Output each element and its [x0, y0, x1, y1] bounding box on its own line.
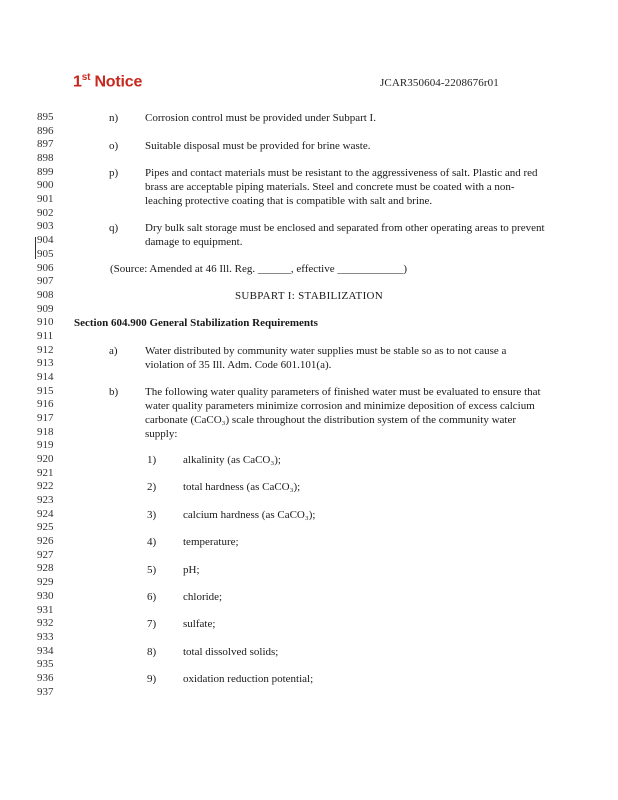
line-number: 936: [37, 671, 54, 684]
line-number: 906: [37, 261, 54, 274]
line-number: 930: [37, 589, 54, 602]
line-number: 937: [37, 685, 54, 698]
parameter-text: calcium hardness (as CaCO₃);: [183, 508, 316, 521]
line-number: 925: [37, 521, 54, 534]
parameter-number: 8): [147, 645, 157, 658]
line-number: 916: [37, 398, 54, 411]
line-number: 898: [37, 152, 54, 164]
line-number: 904: [37, 234, 54, 247]
item-text: Corrosion control must be provided under Subpart I.: [145, 112, 376, 124]
item-label: q): [109, 222, 119, 234]
line-number: 921: [37, 466, 54, 479]
line-number: 897: [37, 138, 54, 151]
parameter-number: 1): [147, 454, 157, 466]
line-number: 922: [37, 480, 54, 493]
line-number: 914: [37, 370, 54, 383]
line-number: 935: [37, 658, 54, 671]
parameter-text: alkalinity (as CaCO₃);: [183, 454, 281, 466]
line-number: 905: [37, 247, 54, 260]
item-label: p): [109, 167, 119, 179]
parameter-text: total dissolved solids;: [183, 645, 279, 658]
line-number: 913: [37, 357, 54, 370]
item-label: o): [109, 140, 119, 152]
line-number: 902: [37, 206, 54, 219]
line-number: 903: [37, 220, 54, 233]
line-number: 909: [37, 302, 54, 315]
parameter-number: 5): [147, 563, 157, 576]
item-text: Water distributed by community water supplies must be stable so as to not cause a violation of 35 Ill. Adm. Code 601.101(a).: [145, 345, 507, 371]
parameter-number: 3): [147, 508, 157, 521]
parameter-text: sulfate;: [183, 618, 216, 631]
parameter-text: total hardness (as CaCO₃);: [183, 481, 301, 494]
parameter-number: 4): [147, 536, 157, 549]
line-number: 912: [37, 343, 54, 356]
item-text: Suitable disposal must be provided for brine waste.: [145, 140, 371, 152]
section-heading: Section 604.900 General Stabilization Requirements: [74, 317, 318, 329]
line-number: 901: [37, 193, 54, 206]
notice-header: [73, 72, 142, 91]
line-number: 929: [37, 576, 54, 589]
line-number: 920: [37, 453, 54, 465]
item-label: b): [109, 386, 119, 398]
parameter-text: oxidation reduction potential;: [183, 673, 314, 686]
line-number: 911: [37, 329, 54, 342]
revision-bar: [35, 237, 36, 259]
parameter-number: 9): [147, 673, 157, 686]
line-number: 932: [37, 617, 54, 630]
line-number: 933: [37, 630, 54, 643]
notice-number: 1: [73, 73, 82, 91]
line-number: 895: [37, 111, 54, 123]
parameter-number: 2): [147, 481, 157, 494]
line-number: 919: [37, 439, 54, 452]
line-number: 934: [37, 644, 54, 657]
parameter-number: 6): [147, 591, 157, 603]
line-number: 926: [37, 535, 54, 548]
source-note: (Source: Amended at 46 Ill. Reg. ______, effective ____________): [110, 263, 408, 275]
parameter-number: 7): [147, 618, 157, 631]
line-number: 931: [37, 603, 54, 616]
notice-word: Notice: [94, 73, 143, 91]
parameter-text: temperature;: [183, 536, 239, 549]
parameter-text: pH;: [183, 563, 200, 576]
parameter-text: chloride;: [183, 591, 223, 603]
notice-suffix: st: [81, 72, 91, 83]
subpart-heading: SUBPART I: STABILIZATION: [234, 290, 384, 302]
line-number: 928: [37, 562, 54, 575]
line-number: 900: [37, 179, 54, 192]
item-text: Dry bulk salt storage must be enclosed and separated from other operating areas to prevent damage to equipment.: [145, 222, 545, 248]
line-number: 896: [37, 124, 54, 137]
item-label: a): [109, 345, 118, 357]
line-number: 915: [37, 384, 54, 397]
line-number: 918: [37, 425, 54, 438]
item-label: n): [109, 112, 119, 124]
line-number: 917: [37, 412, 54, 424]
item-text: The following water quality parameters of finished water must be evaluated to ensure that water quality parameters minimize corrosion and minimize deposition of excess calcium carbonate (CaCO₃) scale throughout the distribution system of the community water supply:: [145, 386, 541, 440]
line-number: 910: [37, 316, 54, 329]
item-text: Pipes and contact materials must be resistant to the aggressiveness of salt. Plastic and red brass are acceptable piping materials. Steel and concrete must be coated with a non-leaching protective coating that is compatible with salt and brine.: [145, 167, 538, 207]
line-number: 908: [37, 288, 54, 301]
line-number: 927: [37, 548, 54, 561]
line-number: 923: [37, 494, 54, 506]
line-number: 899: [37, 165, 54, 178]
line-number: 907: [37, 275, 54, 288]
line-number: 924: [37, 507, 54, 520]
document-id: JCAR350604-2208676r01: [380, 77, 499, 89]
